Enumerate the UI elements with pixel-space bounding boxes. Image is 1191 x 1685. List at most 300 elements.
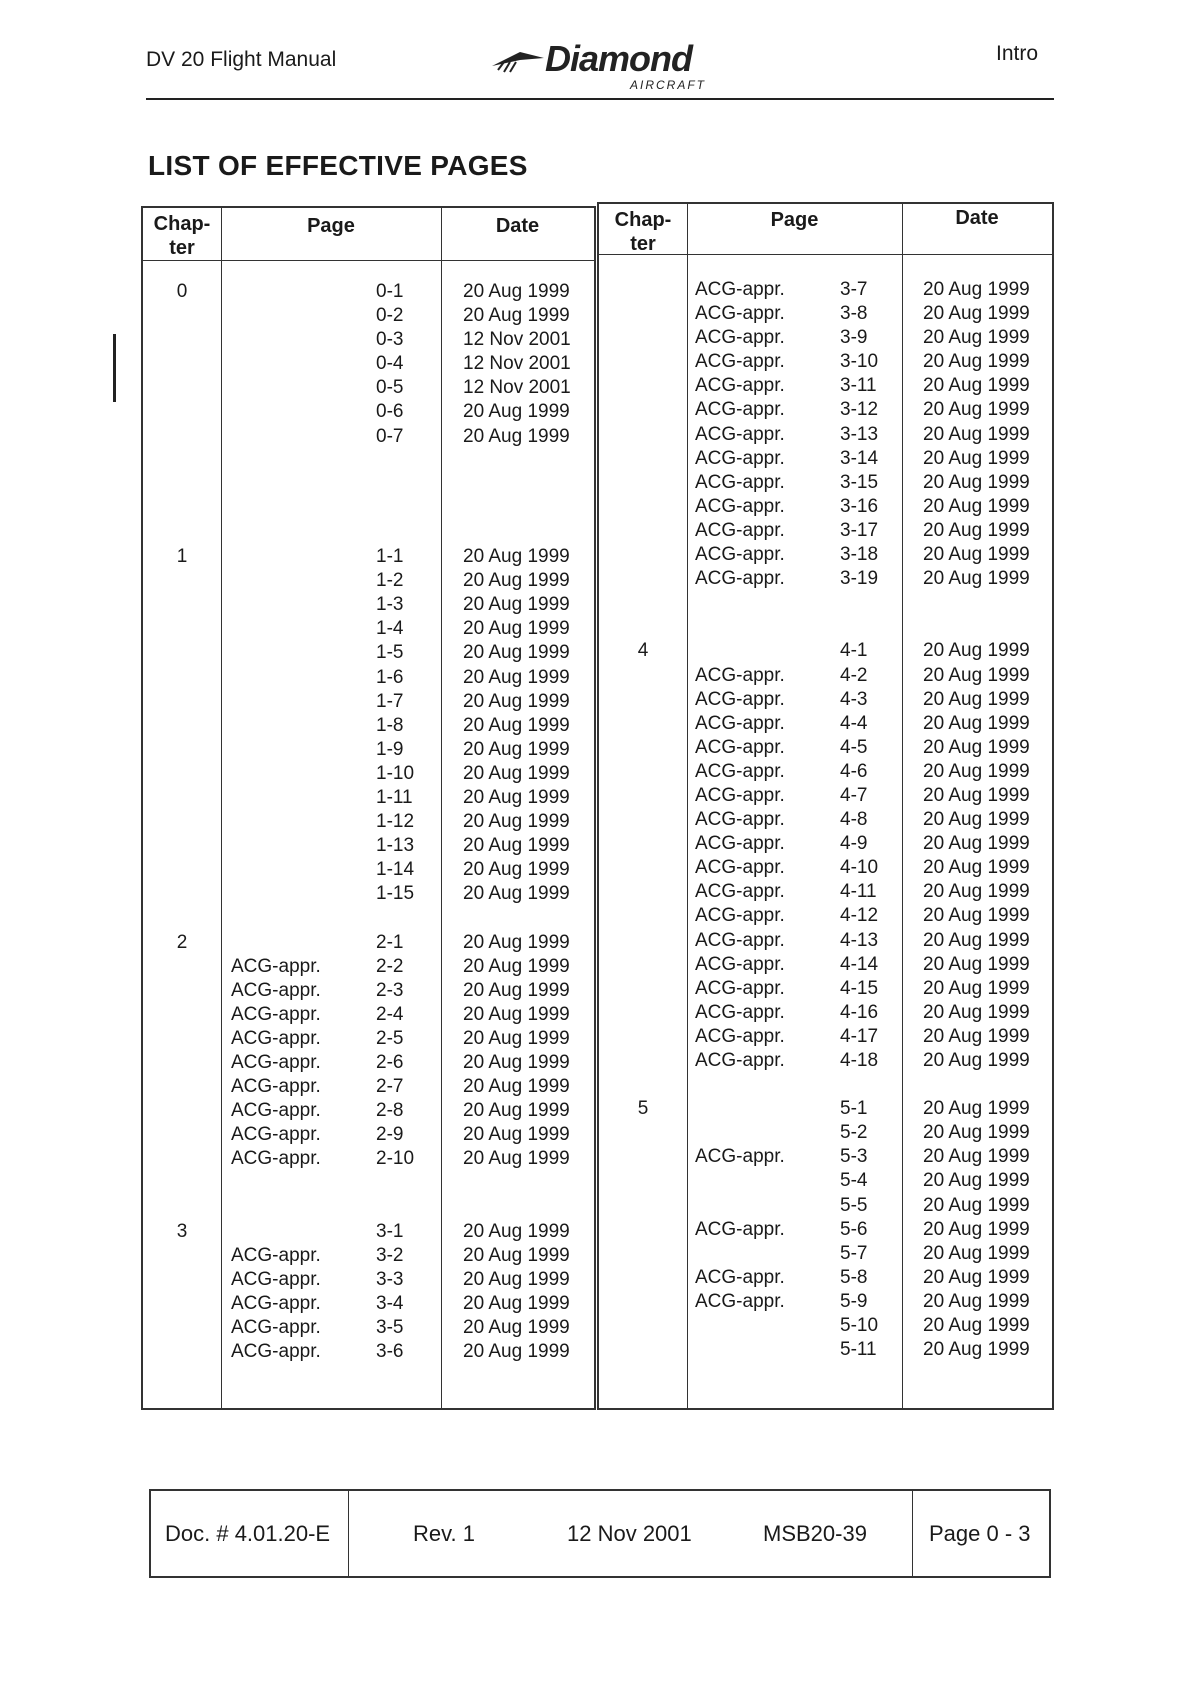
- table-row: [599, 1266, 1052, 1290]
- page-number-cell: 0-4: [376, 353, 404, 375]
- chapter-cell: 0: [176, 281, 188, 302]
- page-title: LIST OF EFFECTIVE PAGES: [148, 150, 528, 181]
- table-row: [143, 1220, 594, 1244]
- page-number-cell: 2-9: [376, 1124, 404, 1146]
- table-row: [143, 1292, 594, 1316]
- page-number-cell: 2-1: [376, 931, 404, 953]
- approval-cell: ACG-appr.: [231, 1292, 321, 1314]
- date-cell: 20 Aug 1999: [463, 305, 570, 327]
- page-number-cell: 4-10: [840, 857, 879, 879]
- page-number-cell: 2-2: [376, 955, 404, 977]
- table-row: [143, 931, 594, 955]
- logo-subtext: AIRCRAFT: [630, 78, 706, 92]
- footer-msb: MSB20-39: [763, 1521, 867, 1546]
- table-row: [143, 1147, 594, 1171]
- page-number-cell: 3-1: [376, 1220, 404, 1242]
- revision-change-bar: [113, 334, 116, 402]
- date-cell: 20 Aug 1999: [923, 1339, 1030, 1361]
- page-number-cell: 3-17: [840, 519, 879, 541]
- column-header-date: Date: [955, 207, 999, 229]
- date-cell: 20 Aug 1999: [923, 519, 1030, 541]
- date-cell: 20 Aug 1999: [463, 1003, 570, 1025]
- date-cell: 20 Aug 1999: [463, 690, 570, 712]
- approval-cell: ACG-appr.: [695, 1146, 785, 1168]
- logo-wordmark: Diamond: [545, 38, 693, 79]
- approval-cell: ACG-appr.: [695, 857, 785, 879]
- page-number-cell: 4-6: [840, 760, 868, 782]
- table-row: [599, 423, 1052, 447]
- page-number-cell: 3-16: [840, 495, 879, 517]
- table-row: [599, 1025, 1052, 1049]
- date-cell: 20 Aug 1999: [463, 1148, 570, 1170]
- approval-cell: ACG-appr.: [695, 809, 785, 831]
- table-row: [143, 858, 594, 882]
- diamond-logo: [490, 38, 710, 98]
- table-row: [599, 808, 1052, 832]
- date-cell: 20 Aug 1999: [463, 883, 570, 905]
- table-row: [143, 955, 594, 979]
- date-cell: 20 Aug 1999: [923, 1242, 1030, 1264]
- date-cell: 20 Aug 1999: [923, 1025, 1030, 1047]
- approval-cell: ACG-appr.: [695, 688, 785, 710]
- page-number-cell: 1-7: [376, 690, 404, 712]
- table-row: [599, 953, 1052, 977]
- page-number-cell: 2-4: [376, 1003, 404, 1025]
- date-cell: 20 Aug 1999: [463, 1100, 570, 1122]
- approval-cell: ACG-appr.: [695, 447, 785, 469]
- table-row: [143, 1244, 594, 1268]
- table-row: [599, 1194, 1052, 1218]
- date-cell: 20 Aug 1999: [463, 955, 570, 977]
- table-row: [143, 449, 594, 473]
- approval-cell: ACG-appr.: [695, 1025, 785, 1047]
- table-row: [599, 1073, 1052, 1097]
- page-number-cell: 4-13: [840, 929, 879, 951]
- table-row: [599, 977, 1052, 1001]
- table-row: [143, 1051, 594, 1075]
- table-row: [143, 376, 594, 400]
- date-cell: 20 Aug 1999: [463, 859, 570, 881]
- date-cell: 20 Aug 1999: [463, 1268, 570, 1290]
- page-number-cell: 2-3: [376, 979, 404, 1001]
- table-row: [143, 882, 594, 906]
- table-body: [599, 278, 1052, 1362]
- table-row: [599, 278, 1052, 302]
- date-cell: 20 Aug 1999: [923, 1098, 1030, 1120]
- page-number-cell: 5-2: [840, 1122, 868, 1144]
- page-number-cell: 4-5: [840, 736, 868, 758]
- date-cell: 20 Aug 1999: [463, 762, 570, 784]
- approval-cell: ACG-appr.: [231, 1003, 321, 1025]
- approval-cell: ACG-appr.: [231, 1100, 321, 1122]
- page-number-cell: 3-18: [840, 544, 879, 566]
- table-row: [143, 1340, 594, 1364]
- date-cell: 20 Aug 1999: [923, 1266, 1030, 1288]
- table-row: [599, 784, 1052, 808]
- approval-cell: ACG-appr.: [231, 1268, 321, 1290]
- date-cell: 20 Aug 1999: [923, 809, 1030, 831]
- approval-cell: ACG-appr.: [695, 784, 785, 806]
- table-row: [143, 593, 594, 617]
- table-row: [143, 1027, 594, 1051]
- page-number-cell: 1-5: [376, 642, 404, 664]
- table-row: [143, 617, 594, 641]
- table-row: [143, 473, 594, 497]
- table-row: [143, 714, 594, 738]
- table-row: [143, 1196, 594, 1220]
- page-number-cell: 5-7: [840, 1242, 868, 1264]
- date-cell: 20 Aug 1999: [463, 1076, 570, 1098]
- table-row: [143, 666, 594, 690]
- page-number-cell: 1-8: [376, 714, 404, 736]
- approval-cell: ACG-appr.: [695, 423, 785, 445]
- footer-divider: [348, 1491, 349, 1576]
- date-cell: 20 Aug 1999: [923, 1146, 1030, 1168]
- table-row: [599, 302, 1052, 326]
- table-row: [143, 400, 594, 424]
- table-row: [143, 786, 594, 810]
- date-cell: 20 Aug 1999: [463, 1292, 570, 1314]
- approval-cell: ACG-appr.: [695, 881, 785, 903]
- table-row: [599, 712, 1052, 736]
- approval-cell: ACG-appr.: [231, 1341, 321, 1363]
- table-row: [599, 1338, 1052, 1362]
- approval-cell: ACG-appr.: [695, 736, 785, 758]
- approval-cell: ACG-appr.: [695, 1218, 785, 1240]
- date-cell: 20 Aug 1999: [463, 811, 570, 833]
- footer-revision: Rev. 1: [413, 1521, 475, 1546]
- page-number-cell: 5-8: [840, 1266, 868, 1288]
- page-number-cell: 4-14: [840, 953, 879, 975]
- page-number-cell: 0-2: [376, 305, 404, 327]
- table-row: [599, 929, 1052, 953]
- header-section: Intro: [996, 42, 1039, 65]
- approval-cell: ACG-appr.: [695, 1290, 785, 1312]
- page-number-cell: 4-17: [840, 1025, 879, 1047]
- date-cell: 20 Aug 1999: [463, 714, 570, 736]
- chapter-cell: 4: [637, 640, 649, 662]
- date-cell: 20 Aug 1999: [463, 1052, 570, 1073]
- date-cell: 20 Aug 1999: [463, 281, 570, 302]
- date-cell: 20 Aug 1999: [923, 857, 1030, 879]
- approval-cell: ACG-appr.: [695, 1050, 785, 1071]
- column-header-page: Page: [770, 209, 819, 231]
- page-number-cell: 0-3: [376, 329, 404, 351]
- page-footer: [149, 1489, 1051, 1578]
- page-number-cell: 3-7: [840, 279, 868, 300]
- table-row: [599, 519, 1052, 543]
- date-cell: 20 Aug 1999: [923, 833, 1030, 855]
- page-number-cell: 3-5: [376, 1317, 404, 1339]
- date-cell: 20 Aug 1999: [463, 425, 570, 447]
- date-cell: 20 Aug 1999: [923, 1170, 1030, 1192]
- date-cell: 20 Aug 1999: [923, 375, 1030, 397]
- table-row: [599, 1218, 1052, 1242]
- table-row: [599, 1049, 1052, 1073]
- date-cell: 20 Aug 1999: [463, 1124, 570, 1146]
- date-cell: 20 Aug 1999: [463, 1341, 570, 1363]
- date-cell: 20 Aug 1999: [923, 447, 1030, 469]
- approval-cell: ACG-appr.: [695, 471, 785, 493]
- date-cell: 20 Aug 1999: [923, 1290, 1030, 1312]
- page-number-cell: 1-9: [376, 738, 404, 760]
- approval-cell: ACG-appr.: [695, 760, 785, 782]
- table-row: [599, 856, 1052, 880]
- page-number-cell: 3-8: [840, 303, 868, 325]
- table-row: [143, 545, 594, 569]
- table-row: [599, 543, 1052, 567]
- effective-pages-table-left: [141, 206, 596, 1410]
- date-cell: 20 Aug 1999: [463, 835, 570, 857]
- page-number-cell: 1-10: [376, 762, 415, 784]
- page-number-cell: 5-1: [840, 1098, 868, 1120]
- table-row: [143, 979, 594, 1003]
- table-row: [599, 760, 1052, 784]
- effective-pages-table-right: [597, 202, 1054, 1410]
- table-row: [143, 1123, 594, 1147]
- column-header-page: Page: [307, 215, 355, 237]
- table-row: [599, 1169, 1052, 1193]
- table-row: [143, 1003, 594, 1027]
- page-number-cell: 1-11: [376, 786, 413, 808]
- page-number-cell: 4-15: [840, 977, 879, 999]
- date-cell: 12 Nov 2001: [463, 377, 571, 399]
- date-cell: 20 Aug 1999: [463, 666, 570, 688]
- table-row: [599, 591, 1052, 615]
- column-header-date: Date: [495, 215, 540, 237]
- date-cell: 20 Aug 1999: [463, 594, 570, 616]
- approval-cell: ACG-appr.: [695, 279, 785, 300]
- table-row: [599, 1242, 1052, 1266]
- page-number-cell: 3-3: [376, 1268, 404, 1290]
- approval-cell: ACG-appr.: [695, 977, 785, 999]
- date-cell: 20 Aug 1999: [463, 931, 570, 953]
- table-row: [599, 880, 1052, 904]
- approval-cell: ACG-appr.: [695, 1001, 785, 1023]
- table-row: [143, 810, 594, 834]
- table-row: [599, 471, 1052, 495]
- table-row: [599, 374, 1052, 398]
- date-cell: 20 Aug 1999: [463, 642, 570, 664]
- date-cell: 20 Aug 1999: [923, 495, 1030, 517]
- approval-cell: ACG-appr.: [695, 495, 785, 517]
- date-cell: 20 Aug 1999: [463, 618, 570, 640]
- date-cell: 20 Aug 1999: [923, 760, 1030, 782]
- chapter-cell: 5: [637, 1098, 649, 1120]
- table-row: [143, 762, 594, 786]
- table-row: [599, 904, 1052, 928]
- diamond-logo-icon: [490, 44, 546, 76]
- page-number-cell: 4-16: [840, 1001, 879, 1023]
- approval-cell: ACG-appr.: [231, 1244, 321, 1266]
- table-row: [599, 1001, 1052, 1025]
- page-number-cell: 5-11: [840, 1339, 877, 1361]
- page-number-cell: 4-1: [840, 640, 868, 662]
- table-row: [599, 1121, 1052, 1145]
- date-cell: 20 Aug 1999: [923, 279, 1030, 300]
- page-number-cell: 1-6: [376, 666, 404, 688]
- approval-cell: ACG-appr.: [695, 544, 785, 566]
- date-cell: 20 Aug 1999: [923, 736, 1030, 758]
- approval-cell: ACG-appr.: [695, 375, 785, 397]
- date-cell: 20 Aug 1999: [463, 738, 570, 760]
- header-manual-title: DV 20 Flight Manual: [146, 48, 337, 71]
- table-row: [599, 567, 1052, 591]
- date-cell: 20 Aug 1999: [923, 1194, 1030, 1216]
- page-number-cell: 0-1: [376, 281, 404, 302]
- date-cell: 20 Aug 1999: [923, 423, 1030, 445]
- page-number-cell: 3-15: [840, 471, 879, 493]
- page-number-cell: 3-10: [840, 351, 879, 373]
- date-cell: 20 Aug 1999: [923, 1315, 1030, 1337]
- date-cell: 20 Aug 1999: [463, 786, 570, 808]
- approval-cell: ACG-appr.: [695, 664, 785, 686]
- page-number-cell: 1-15: [376, 883, 415, 905]
- date-cell: 20 Aug 1999: [463, 1244, 570, 1266]
- page-number-cell: 2-8: [376, 1100, 404, 1122]
- header-rule: [146, 98, 1054, 100]
- table-row: [143, 834, 594, 858]
- table-row: [599, 447, 1052, 471]
- date-cell: 20 Aug 1999: [923, 712, 1030, 734]
- date-cell: 20 Aug 1999: [923, 471, 1030, 493]
- page-number-cell: 4-4: [840, 712, 868, 734]
- page-number-cell: 1-4: [376, 618, 404, 640]
- page-number-cell: 1-1: [376, 546, 404, 568]
- table-row: [143, 569, 594, 593]
- approval-cell: ACG-appr.: [695, 568, 785, 590]
- date-cell: 20 Aug 1999: [923, 1050, 1030, 1071]
- date-cell: 12 Nov 2001: [463, 329, 571, 351]
- date-cell: 20 Aug 1999: [923, 327, 1030, 349]
- approval-cell: ACG-appr.: [231, 1148, 321, 1170]
- approval-cell: ACG-appr.: [695, 905, 785, 927]
- date-cell: 20 Aug 1999: [463, 979, 570, 1001]
- date-cell: 20 Aug 1999: [923, 953, 1030, 975]
- date-cell: 12 Nov 2001: [463, 353, 571, 375]
- page-number-cell: 3-12: [840, 399, 879, 421]
- date-cell: 20 Aug 1999: [923, 568, 1030, 590]
- approval-cell: ACG-appr.: [695, 327, 785, 349]
- date-cell: 20 Aug 1999: [923, 351, 1030, 373]
- date-cell: 20 Aug 1999: [463, 570, 570, 592]
- approval-cell: ACG-appr.: [695, 953, 785, 975]
- page-number-cell: 1-2: [376, 570, 404, 592]
- table-row: [143, 280, 594, 304]
- page-number-cell: 4-11: [840, 881, 877, 903]
- table-row: [599, 350, 1052, 374]
- column-header-chapter: Chap- ter: [153, 213, 211, 259]
- date-cell: 20 Aug 1999: [923, 303, 1030, 325]
- date-cell: 20 Aug 1999: [463, 401, 570, 423]
- approval-cell: ACG-appr.: [231, 979, 321, 1001]
- page-number-cell: 2-10: [376, 1148, 415, 1170]
- column-header-chapter: Chap- ter: [614, 209, 672, 255]
- date-cell: 20 Aug 1999: [463, 546, 570, 568]
- date-cell: 20 Aug 1999: [923, 664, 1030, 686]
- approval-cell: ACG-appr.: [231, 1052, 321, 1073]
- table-row: [143, 352, 594, 376]
- date-cell: 20 Aug 1999: [923, 1001, 1030, 1023]
- page-number-cell: 2-7: [376, 1076, 404, 1098]
- page-number-cell: 3-14: [840, 447, 879, 469]
- table-row: [599, 1097, 1052, 1121]
- page-number-cell: 3-11: [840, 375, 877, 397]
- date-cell: 20 Aug 1999: [463, 1027, 570, 1049]
- page-number-cell: 1-13: [376, 835, 415, 857]
- date-cell: 20 Aug 1999: [923, 544, 1030, 566]
- approval-cell: ACG-appr.: [231, 1124, 321, 1146]
- table-row: [599, 639, 1052, 663]
- table-row: [143, 304, 594, 328]
- page-number-cell: 1-14: [376, 859, 415, 881]
- page-number-cell: 3-6: [376, 1341, 404, 1363]
- page-number-cell: 4-12: [840, 905, 879, 927]
- table-row: [599, 1314, 1052, 1338]
- page-number-cell: 3-19: [840, 568, 879, 590]
- approval-cell: ACG-appr.: [695, 519, 785, 541]
- approval-cell: ACG-appr.: [231, 1027, 321, 1049]
- page-number-cell: 5-6: [840, 1218, 868, 1240]
- date-cell: 20 Aug 1999: [923, 784, 1030, 806]
- page-number-cell: 2-6: [376, 1052, 404, 1073]
- approval-cell: ACG-appr.: [231, 955, 321, 977]
- table-row: [143, 1171, 594, 1195]
- page-number-cell: 4-7: [840, 784, 868, 806]
- page-number-cell: 0-6: [376, 401, 404, 423]
- table-row: [599, 664, 1052, 688]
- page-number-cell: 1-12: [376, 811, 415, 833]
- table-row: [599, 326, 1052, 350]
- table-row: [143, 1268, 594, 1292]
- date-cell: 20 Aug 1999: [923, 1122, 1030, 1144]
- date-cell: 20 Aug 1999: [923, 1218, 1030, 1240]
- date-cell: 20 Aug 1999: [463, 1317, 570, 1339]
- page-number-cell: 3-13: [840, 423, 879, 445]
- header-divider: [143, 260, 594, 261]
- approval-cell: ACG-appr.: [695, 351, 785, 373]
- table-row: [143, 497, 594, 521]
- page-number-cell: 2-5: [376, 1027, 404, 1049]
- table-row: [143, 521, 594, 545]
- table-row: [599, 832, 1052, 856]
- date-cell: 20 Aug 1999: [923, 640, 1030, 662]
- table-row: [143, 328, 594, 352]
- page-number-cell: 0-7: [376, 425, 404, 447]
- table-row: [143, 906, 594, 930]
- table-row: [599, 495, 1052, 519]
- table-row: [143, 690, 594, 714]
- table-row: [143, 1099, 594, 1123]
- approval-cell: ACG-appr.: [231, 1317, 321, 1339]
- page-number-cell: 5-9: [840, 1290, 868, 1312]
- table-row: [599, 1145, 1052, 1169]
- footer-page-number: Page 0 - 3: [929, 1521, 1031, 1546]
- page-number-cell: 4-9: [840, 833, 868, 855]
- page-number-cell: 4-3: [840, 688, 868, 710]
- approval-cell: ACG-appr.: [695, 1266, 785, 1288]
- page-number-cell: 4-18: [840, 1050, 879, 1071]
- footer-doc-number: Doc. # 4.01.20-E: [165, 1521, 331, 1546]
- page-number-cell: 5-3: [840, 1146, 868, 1168]
- page-number-cell: 3-9: [840, 327, 868, 349]
- page-number-cell: 3-2: [376, 1244, 404, 1266]
- date-cell: 20 Aug 1999: [923, 905, 1030, 927]
- date-cell: 20 Aug 1999: [923, 929, 1030, 951]
- table-row: [599, 736, 1052, 760]
- approval-cell: ACG-appr.: [695, 399, 785, 421]
- page-number-cell: 4-2: [840, 664, 868, 686]
